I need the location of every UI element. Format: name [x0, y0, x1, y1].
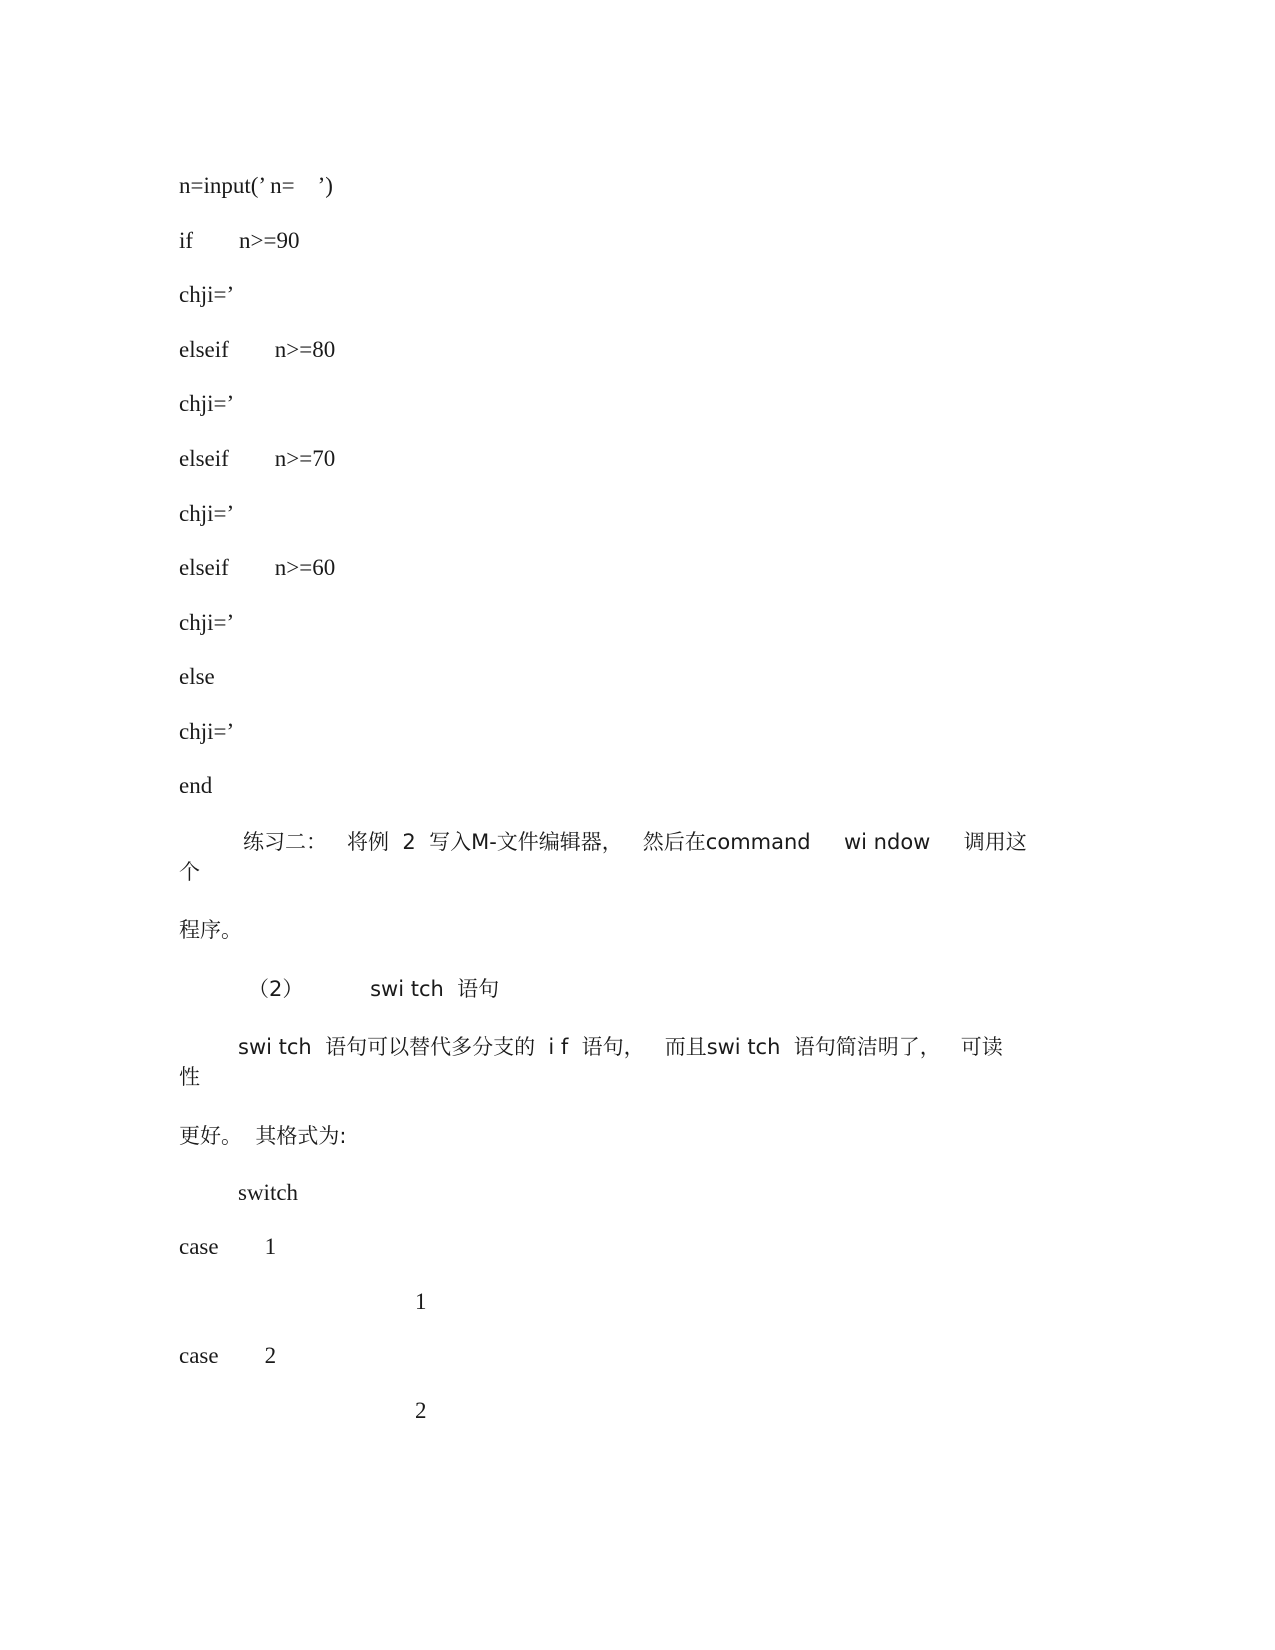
- exercise-text-wrap: 个: [179, 860, 200, 884]
- code-line-statement: 1: [415, 1289, 427, 1314]
- code-line-assign: chji=’: [179, 610, 235, 635]
- code-line-elseif: elseif n>=80: [179, 337, 336, 362]
- code-line-switch: switch: [238, 1180, 299, 1205]
- code-line-case: case 1: [179, 1234, 277, 1259]
- code-line-assign: chji=’: [179, 282, 235, 307]
- code-line-elseif: elseif n>=70: [179, 446, 336, 471]
- code-line-end: end: [179, 773, 213, 798]
- code-line-assign: chji=’: [179, 391, 235, 416]
- paragraph-text-wrap: 性: [179, 1065, 200, 1089]
- paragraph-text-line: swi tch 语句可以替代多分支的 i f 语句， 而且swi tch 语句简洁明了， 可读: [238, 1035, 1003, 1059]
- code-line-statement: 2: [415, 1398, 427, 1423]
- paragraph-text-end: 更好。 其格式为:: [179, 1124, 347, 1148]
- section-heading: （2） swi tch 语句: [248, 977, 500, 1001]
- code-line-elseif: elseif n>=60: [179, 555, 336, 580]
- exercise-text-end: 程序。: [179, 918, 242, 942]
- exercise-text-line: 练习二： 将例 2 写入M-文件编辑器， 然后在command wi ndow 调用这: [243, 830, 1027, 854]
- code-line-assign: chji=’: [179, 719, 235, 744]
- code-line-input: n=input(’ n= ’): [179, 173, 333, 198]
- code-line-case: case 2: [179, 1343, 277, 1368]
- code-line-assign: chji=’: [179, 501, 235, 526]
- code-line-if: if n>=90: [179, 228, 300, 253]
- code-line-else: else: [179, 664, 215, 689]
